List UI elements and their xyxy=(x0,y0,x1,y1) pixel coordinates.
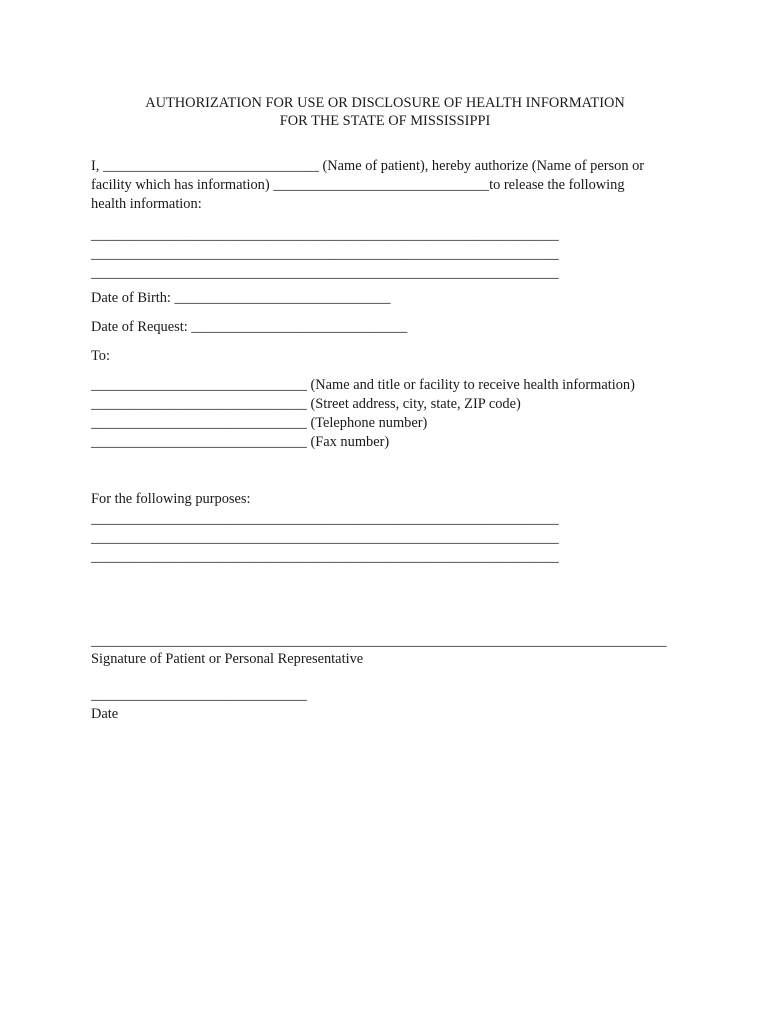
to-label: To: xyxy=(91,348,110,364)
form-title-line-2: FOR THE STATE OF MISSISSIPPI xyxy=(279,113,491,129)
purpose-blank-2[interactable]: _________________________________________________________________ xyxy=(91,530,559,546)
intro-line-facility[interactable]: facility which has information) ______________________________to release the following xyxy=(91,177,625,193)
recipient-name-field[interactable]: ______________________________ (Name and title or facility to receive health information) xyxy=(91,377,635,393)
date-label: Date xyxy=(91,706,119,722)
date-of-birth-field[interactable]: Date of Birth: ______________________________ xyxy=(91,290,391,306)
intro-line-health-info: health information: xyxy=(91,196,202,212)
health-info-blank-1[interactable]: _________________________________________________________________ xyxy=(91,227,559,243)
date-of-request-field[interactable]: Date of Request: ______________________________ xyxy=(91,319,408,335)
signature-line[interactable]: ________________________________________________________________________________ xyxy=(91,633,667,649)
intro-line-patient-name[interactable]: I, ______________________________ (Name of patient), hereby authorize (Name of person or xyxy=(91,158,645,174)
health-info-blank-3[interactable]: _________________________________________________________________ xyxy=(91,265,559,281)
date-line[interactable]: ______________________________ xyxy=(91,687,307,703)
purposes-label: For the following purposes: xyxy=(91,491,251,507)
purpose-blank-3[interactable]: _________________________________________________________________ xyxy=(91,549,559,565)
form-title-line-1: AUTHORIZATION FOR USE OR DISCLOSURE OF HEALTH INFORMATION xyxy=(145,95,625,111)
recipient-telephone-field[interactable]: ______________________________ (Telephone number) xyxy=(91,415,428,431)
signature-label: Signature of Patient or Personal Representative xyxy=(91,651,364,667)
purpose-blank-1[interactable]: _________________________________________________________________ xyxy=(91,511,559,527)
recipient-address-field[interactable]: ______________________________ (Street address, city, state, ZIP code) xyxy=(91,396,521,412)
health-info-blank-2[interactable]: _________________________________________________________________ xyxy=(91,246,559,262)
recipient-fax-field[interactable]: ______________________________ (Fax number) xyxy=(91,434,390,450)
